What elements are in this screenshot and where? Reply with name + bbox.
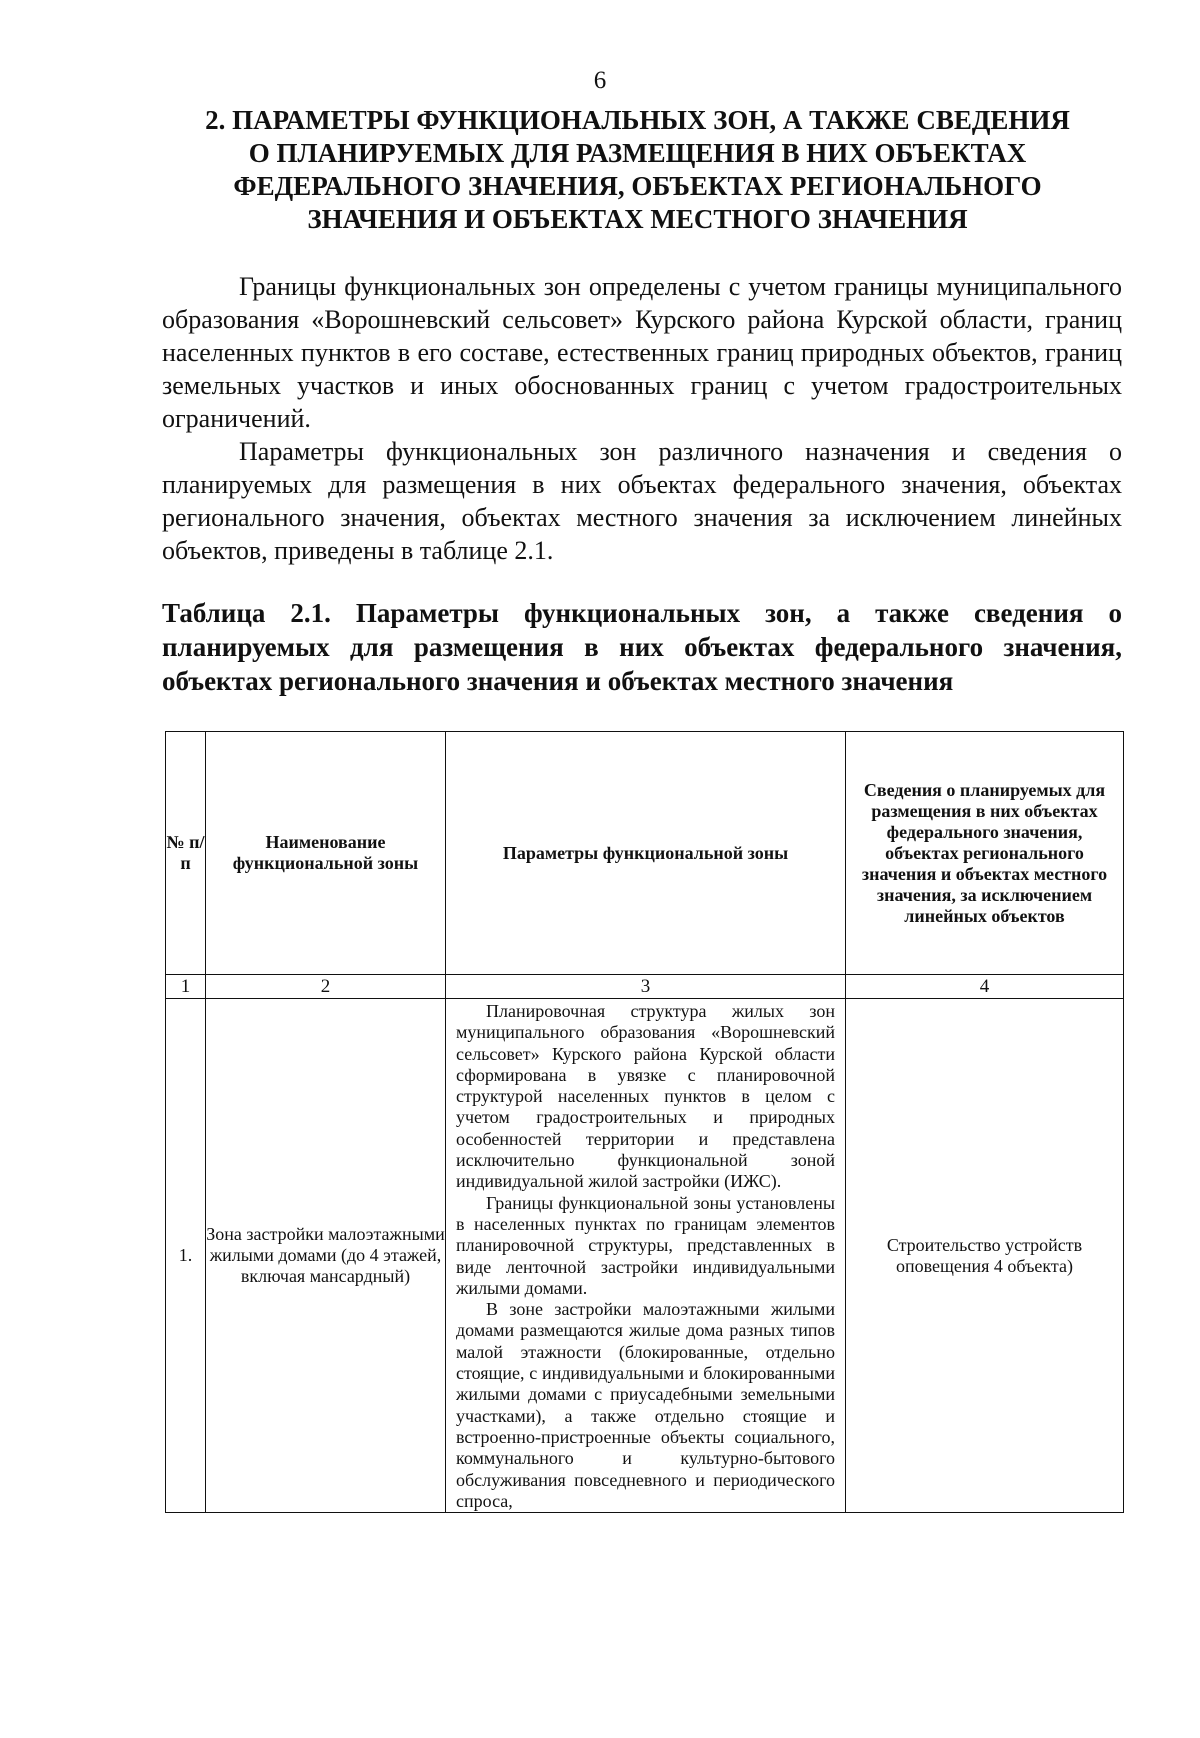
section-heading-line: 2. ПАРАМЕТРЫ ФУНКЦИОНАЛЬНЫХ ЗОН, А ТАКЖЕ СВЕДЕНИЯ — [205, 105, 1070, 135]
section-heading-line: ЗНАЧЕНИЯ И ОБЪЕКТАХ МЕСТНОГО ЗНАЧЕНИЯ — [307, 204, 968, 234]
zone-name: Зона застройки малоэтажными жилыми домами (до 4 этажей, включая мансардный) — [206, 999, 446, 1513]
table-title: Таблица 2.1. Параметры функциональных зон, а также сведения о планируемых для размещения в них объектах федерального значения, объектах регионального значения и объектах местного значения — [162, 598, 1122, 696]
table-header-row — [166, 732, 1124, 975]
header-zone-name: Наименование функциональной зоны — [206, 732, 446, 975]
column-number: 1 — [166, 975, 206, 999]
zone-parameters — [446, 999, 846, 1513]
zones-table — [165, 731, 1124, 1513]
parameters-paragraph: В зоне застройки малоэтажными жилыми домами размещаются жилые дома разных типов малой этажности (блокированные, отдельно стоящие, с индивидуальными и блокированными жилыми домами с приусадебными земельными участками), а также отдельно стоящие и встроенно-пристроенные объекты социального, коммунального и культурно-бытового обслуживания повседневного и периодического спроса, — [456, 1299, 835, 1511]
header-planned-objects: Сведения о планируемых для размещения в них объектах федерального значения, объектах регионального значения и объектах местного значения, за исключением линейных объектов — [846, 732, 1124, 975]
page-number: 6 — [593, 67, 607, 94]
table-row — [166, 999, 1124, 1513]
paragraph-parameters: Параметры функциональных зон различного назначения и сведения о планируемых для размещения в них объектах федерального значения, объектах регионального значения, объектах местного значения за исключением линейных объектов, приведены в таблице 2.1. — [162, 437, 1122, 565]
planned-objects: Строительство устройств оповещения 4 объекта) — [846, 999, 1124, 1513]
parameters-paragraph: Границы функциональной зоны установлены в населенных пунктах по границам элементов планировочной структуры, представленных в виде ленточной застройки индивидуальными жилыми домами. — [456, 1192, 835, 1298]
column-number: 2 — [206, 975, 446, 999]
section-heading — [150, 104, 1125, 236]
column-number: 4 — [846, 975, 1124, 999]
column-number-row — [166, 975, 1124, 999]
column-number: 3 — [446, 975, 846, 999]
header-parameters: Параметры функциональной зоны — [446, 732, 846, 975]
header-number: № п/п — [166, 732, 206, 975]
section-heading-line: ФЕДЕРАЛЬНОГО ЗНАЧЕНИЯ, ОБЪЕКТАХ РЕГИОНАЛЬНОГО — [233, 171, 1042, 201]
section-heading-line: О ПЛАНИРУЕМЫХ ДЛЯ РАЗМЕЩЕНИЯ В НИХ ОБЪЕКТАХ — [248, 138, 1027, 168]
body-text — [162, 270, 1122, 567]
parameters-paragraph: Планировочная структура жилых зон муниципального образования «Ворошневский сельсовет» Курского района Курской области сформирована в увязке с планировочной структурой населенных пунктов в целом с учетом градостроительных и природных особенностей территории и представлена исключительно функциональной зоной индивидуальной жилой застройки (ИЖС). — [456, 1001, 835, 1192]
paragraph-borders: Границы функциональных зон определены с учетом границы муниципального образования «Ворошневский сельсовет» Курского района Курской области, границ населенных пунктов в его составе, естественных границ природных объектов, границ земельных участков и иных обоснованных границ с учетом градостроительных ограничений. — [162, 272, 1122, 433]
row-number: 1. — [166, 999, 206, 1513]
